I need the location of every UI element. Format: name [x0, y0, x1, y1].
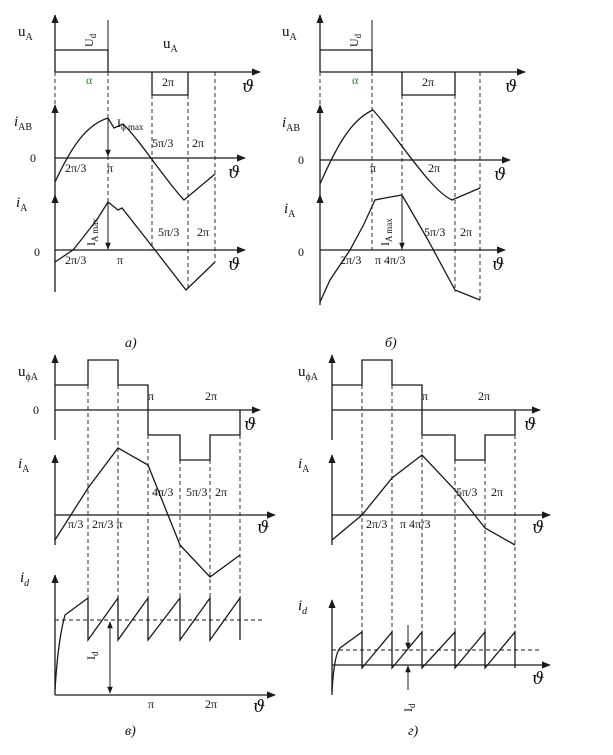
- iAB-curve-b: [320, 110, 480, 200]
- iAB-zero-b: 0: [298, 153, 304, 167]
- Ud-label: $U_d$: [82, 33, 98, 47]
- id-tick-pi-v: π: [148, 697, 155, 711]
- iA-tick-2pi3pi-v: 2π/3 π: [92, 517, 123, 531]
- caption-b: б): [385, 336, 397, 351]
- id-ripple-g: [332, 632, 515, 692]
- alpha-label: α: [86, 73, 93, 87]
- iAB-tick-pi-b: π: [370, 161, 377, 175]
- iA-tick-5pi3: 5π/3: [158, 225, 180, 239]
- iA-tick-4pi3-v: 4π/3: [152, 485, 174, 499]
- iA-tick-5pi3-b: 5π/3: [424, 225, 446, 239]
- uA-tick-2pi: 2π: [162, 75, 175, 89]
- iA-label-b: $i_A$: [284, 201, 296, 220]
- uphiA-label: $u_{\phi A}$: [18, 364, 38, 383]
- iAB-label: $i_{AB}$: [14, 114, 33, 133]
- uphiA-tick-2pi-g: 2π: [478, 389, 491, 403]
- panel-b-iAB-plot: [282, 105, 510, 200]
- id-tick-2pi-v: 2π: [205, 697, 218, 711]
- id-theta-v: ϑ: [253, 697, 266, 717]
- iAB-label-b: $i_{AB}$: [282, 115, 301, 134]
- panel-a-iAB-plot: [14, 105, 245, 200]
- Iamax-label-a: $I_{A max}$: [84, 218, 100, 246]
- panel-v-guides: [88, 385, 240, 640]
- id-theta-g: ϑ: [532, 669, 545, 689]
- iAB-tick-2pi: 2π: [192, 136, 205, 150]
- iA-tick-2pi3: 2π/3: [65, 253, 87, 267]
- uA-positive-pulse: [55, 50, 108, 72]
- iA-label: $i_A$: [16, 195, 28, 214]
- uA-curve-label: $u_A$: [163, 36, 178, 55]
- iA-theta-g: ϑ: [532, 518, 545, 538]
- iAB-tick-5pi3: 5π/3: [152, 136, 174, 150]
- Ud-label-b: $U_d$: [347, 33, 363, 47]
- iAB-tick-2pi-b: 2π: [428, 161, 441, 175]
- uA-label: $u_A$: [18, 24, 33, 43]
- iA-curve: [55, 202, 215, 290]
- panel-a: [14, 15, 260, 351]
- iA-curve-v: [55, 448, 240, 577]
- panel-v-uphiA-plot: [18, 355, 260, 460]
- iA-theta-v: ϑ: [257, 518, 270, 538]
- iAB-theta-b: ϑ: [494, 165, 507, 185]
- uphiA-tick-2pi: 2π: [205, 389, 218, 403]
- uA-tick-2pi-b: 2π: [422, 75, 435, 89]
- panel-b-uA-plot: [282, 15, 525, 97]
- uA-positive-pulse-b: [320, 50, 372, 72]
- panel-g: [298, 355, 550, 739]
- iA-tick-pi-4pi3-b: π 4π/3: [375, 253, 406, 267]
- uA-theta: ϑ: [242, 77, 255, 97]
- iA-label-v: $i_A$: [18, 456, 30, 475]
- panel-b: [282, 15, 525, 351]
- uphiA-zero: 0: [33, 403, 39, 417]
- uphiA-label-g: $u_{\phi A}$: [298, 364, 318, 383]
- caption-a: а): [125, 336, 137, 351]
- caption-g: г): [408, 724, 419, 739]
- panel-v-id-plot: [20, 570, 275, 717]
- iA-zero: 0: [34, 245, 40, 259]
- iA-tick-2pi-g: 2π: [491, 485, 504, 499]
- iA-tick-pi3-v: π/3: [68, 517, 84, 531]
- iA-theta: ϑ: [228, 255, 241, 275]
- iA-curve-b: [320, 195, 480, 302]
- panel-b-iA-plot: [284, 195, 505, 305]
- iA-tick-2pi-b: 2π: [460, 225, 473, 239]
- iAB-tick-2pi3: 2π/3: [65, 161, 87, 175]
- iA-tick-pi-4pi3-g: π 4π/3: [400, 517, 431, 531]
- id-label-v: $i_d$: [20, 570, 30, 589]
- iA-tick-pi: π: [117, 253, 124, 267]
- Iamax-label-b: $I_{A max}$: [378, 218, 394, 246]
- iAB-theta: ϑ: [228, 163, 241, 183]
- uphiA-tick-pi: π: [148, 389, 155, 403]
- iA-tick-5pi3-g: 5π/3: [456, 485, 478, 499]
- iA-curve-g: [332, 455, 515, 545]
- iA-theta-b: ϑ: [492, 255, 505, 275]
- panel-v: [18, 355, 275, 739]
- panel-a-iA-plot: [16, 195, 245, 292]
- panel-g-id-plot: [298, 598, 550, 712]
- iA-label-g: $i_A$: [298, 456, 310, 475]
- iA-zero-b: 0: [298, 245, 304, 259]
- uA-label-b: $u_A$: [282, 24, 297, 43]
- caption-v: в): [125, 724, 136, 739]
- iA-tick-2pi3-b: 2π/3: [340, 253, 362, 267]
- iA-tick-2pi-v: 2π: [215, 485, 228, 499]
- iAB-zero: 0: [30, 151, 36, 165]
- uphiA-tick-pi-g: π: [422, 389, 429, 403]
- iA-tick-5pi3-v: 5π/3: [186, 485, 208, 499]
- alpha-label-b: α: [352, 73, 359, 87]
- uphiA-theta-g: ϑ: [524, 415, 537, 435]
- Id-label-v: $I_d$: [84, 651, 100, 660]
- panel-g-uphiA-plot: [298, 355, 540, 460]
- panel-v-iA-plot: [18, 448, 275, 577]
- panel-g-iA-plot: [298, 455, 550, 545]
- uphiA-theta: ϑ: [244, 415, 257, 435]
- iA-tick-2pi: 2π: [197, 225, 210, 239]
- iA-tick-2pi3-g: 2π/3: [366, 517, 388, 531]
- panel-a-uA-plot: [18, 15, 260, 97]
- id-label-g: $i_d$: [298, 598, 308, 617]
- Iphimax-label: $I_{\phi max}$: [117, 116, 144, 132]
- iAB-tick-pi: π: [107, 161, 114, 175]
- id-ripple-v: [55, 598, 240, 690]
- Id-label-g: $I_d$: [401, 703, 417, 712]
- uA-theta-b: ϑ: [505, 77, 518, 97]
